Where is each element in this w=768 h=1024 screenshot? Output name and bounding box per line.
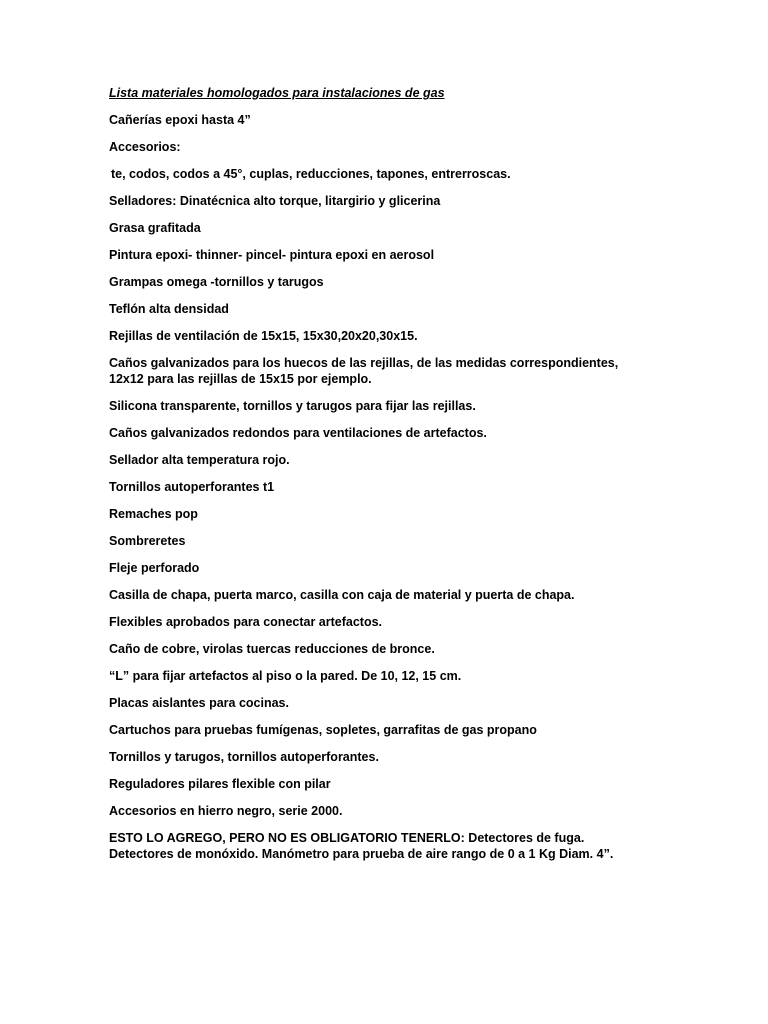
list-item: ESTO LO AGREGO, PERO NO ES OBLIGATORIO TENERLO: Detectores de fuga. Detectores de monóxido. Manómetro para prueba de aire rango de 0 a 1 Kg Diam. 4”. [109,831,614,861]
list-item: Pintura epoxi- thinner- pincel- pintura epoxi en aerosol [109,248,435,262]
list-item: Sombreretes [109,534,186,548]
list-item: Tornillos y tarugos, tornillos autoperforantes. [109,750,379,764]
list-item: Sellador alta temperatura rojo. [109,453,290,467]
list-item: Remaches pop [109,507,198,521]
list-item: “L” para fijar artefactos al piso o la pared. De 10, 12, 15 cm. [109,669,462,683]
list-item: Placas aislantes para cocinas. [109,696,289,710]
list-item: Fleje perforado [109,561,200,575]
list-item: Grampas omega -tornillos y tarugos [109,275,324,289]
list-item: Selladores: Dinatécnica alto torque, litargirio y glicerina [109,194,441,208]
list-item: Flexibles aprobados para conectar artefactos. [109,615,383,629]
list-item: Cartuchos para pruebas fumígenas, sopletes, garrafitas de gas propano [109,723,537,737]
list-item: Grasa grafitada [109,221,201,235]
list-item: Accesorios en hierro negro, serie 2000. [109,804,343,818]
list-item: Silicona transparente, tornillos y tarugos para fijar las rejillas. [109,399,476,413]
list-item: Rejillas de ventilación de 15x15, 15x30,20x20,30x15. [109,329,418,343]
document-body [109,85,639,873]
list-item: Cañerías epoxi hasta 4” [109,113,251,127]
list-item: te, codos, codos a 45°, cuplas, reducciones, tapones, entrerroscas. [111,167,511,181]
document-title: Lista materiales homologados para instalaciones de gas [109,86,445,100]
list-item: Casilla de chapa, puerta marco, casilla con caja de material y puerta de chapa. [109,588,575,602]
list-item: Caños galvanizados redondos para ventilaciones de artefactos. [109,426,487,440]
list-item: Caño de cobre, virolas tuercas reducciones de bronce. [109,642,435,656]
list-item: Teflón alta densidad [109,302,229,316]
list-item: Accesorios: [109,140,181,154]
list-item: Caños galvanizados para los huecos de las rejillas, de las medidas correspondientes, 12x12 para las rejillas de 15x15 por ejemplo. [109,356,619,386]
list-item: Tornillos autoperforantes t1 [109,480,275,494]
materials-list [109,112,639,862]
list-item: Reguladores pilares flexible con pilar [109,777,331,791]
